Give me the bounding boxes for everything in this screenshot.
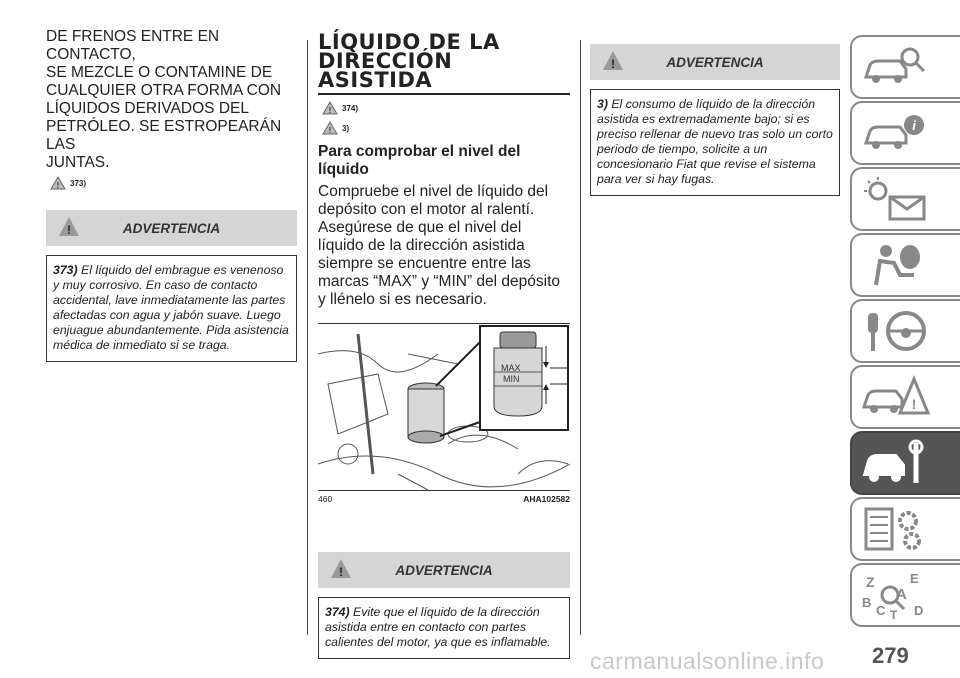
title-line: ASISTIDA [318, 68, 433, 92]
warning-triangle-icon [322, 101, 338, 115]
index-letter: C [876, 603, 886, 618]
figure-caption [318, 494, 570, 504]
index-letter: D [914, 603, 924, 618]
tab-instrument-panel[interactable] [850, 101, 960, 165]
reference-label: 373) [70, 178, 87, 188]
tab-starting-driving[interactable] [850, 299, 960, 363]
airbag-seat-icon [860, 241, 930, 289]
car-search-icon [860, 43, 930, 91]
warning-title: ADVERTENCIA [122, 220, 221, 236]
watermark: carmanualsonline.info [590, 648, 825, 674]
reference-3[interactable] [322, 121, 570, 135]
svg-text:!: ! [328, 126, 332, 135]
warning-triangle-icon [330, 558, 352, 580]
warning-text: El líquido del embrague es venenoso y muy corrosivo. En caso de contacto accidental, lave inmediatamente las partes afectadas con agua y jabón suave. Luego enjuague abundantemente. Pida asistencia médica de inmediato si se traga. [53, 263, 289, 352]
tab-emergency[interactable] [850, 365, 960, 429]
alphabet-index-icon [860, 571, 930, 619]
column-left [46, 0, 297, 362]
svg-text:!: ! [56, 181, 60, 190]
intro-line: JUNTAS. [46, 154, 110, 171]
warning-header [46, 210, 297, 246]
intro-line: LÍQUIDOS DERIVADOS DEL [46, 100, 249, 117]
index-letter: B [862, 595, 872, 610]
warning-body [46, 255, 297, 362]
warning-title: ADVERTENCIA [666, 54, 764, 70]
intro-line: SE MEZCLE O CONTAMINE DE [46, 64, 273, 81]
intro-line: PETRÓLEO. SE ESTROPEARÁN LAS [46, 118, 282, 153]
svg-text:!: ! [339, 565, 343, 579]
svg-text:!: ! [911, 396, 917, 412]
warning-triangle-icon [602, 50, 624, 72]
warning-title: ADVERTENCIA [395, 562, 493, 578]
warning-body [590, 89, 840, 196]
car-warning-icon [860, 373, 930, 421]
tab-getting-to-know[interactable] [850, 35, 960, 99]
reservoir-small [408, 383, 444, 443]
title-line: LÍQUIDO DE LA [318, 30, 500, 54]
reference-label: 3) [342, 123, 350, 133]
tab-servicing-maintenance[interactable] [850, 431, 960, 495]
svg-text:!: ! [67, 223, 71, 237]
column-right [590, 0, 840, 196]
warning-body [318, 597, 570, 659]
warning-374 [318, 552, 570, 659]
max-mark-label: MAX [501, 363, 521, 373]
warning-373 [46, 210, 297, 362]
intro-line: DE FRENOS ENTRE EN CONTACTO, [46, 28, 220, 63]
section-title [318, 30, 570, 95]
tab-warning-lights[interactable] [850, 167, 960, 231]
reservoir-figure [318, 323, 570, 491]
column-divider [580, 40, 581, 635]
warning-text: El consumo de líquido de la dirección asistida es extremadamente bajo; si es preciso rellenar de nuevo tras solo un corto periodo de tiempo, solicite a un concesionario Fiat que revise el sistema para ver si hay fugas. [597, 97, 833, 186]
svg-text:!: ! [328, 106, 332, 115]
figure-number: 460 [318, 494, 333, 504]
engine-bay-illustration [318, 324, 570, 490]
svg-text:!: ! [611, 57, 615, 71]
key-steering-icon [860, 307, 930, 355]
page-number: 279 [872, 643, 909, 668]
warning-3 [590, 44, 840, 196]
specs-gears-icon [860, 505, 930, 553]
column-divider [307, 40, 308, 635]
tab-safety[interactable] [850, 233, 960, 297]
min-mark-label: MIN [503, 374, 520, 384]
title-line: DIRECCIÓN [318, 49, 453, 73]
svg-text:i: i [912, 118, 916, 133]
index-letter: A [896, 586, 907, 603]
warning-lights-icon [860, 175, 930, 223]
column-middle [318, 0, 570, 659]
warning-triangle-icon [322, 121, 338, 135]
warning-ref: 373) [53, 263, 78, 277]
tab-index[interactable] [850, 563, 960, 627]
reference-373[interactable] [50, 176, 297, 190]
warning-ref: 374) [325, 605, 350, 619]
figure-code: AHA102582 [523, 494, 570, 504]
instructions-text: Compruebe el nivel de líquido del depósito con el motor al ralentí. Asegúrese de que el nivel del líquido de la dirección asistida siempre se encuentre entre las marcas “MAX” y “MIN” del depósito y llénelo si es necesario. [318, 183, 561, 308]
warning-triangle-icon [58, 216, 80, 238]
warning-header [318, 552, 570, 588]
intro-text [46, 28, 297, 172]
warning-header [590, 44, 840, 80]
warning-ref: 3) [597, 97, 608, 111]
index-letter: Z [866, 574, 875, 590]
subsection-title: Para comprobar el nivel del líquido [318, 143, 521, 178]
car-service-icon [860, 439, 930, 487]
index-letter: T [890, 608, 898, 619]
warning-triangle-icon [50, 176, 66, 190]
intro-line: CUALQUIER OTRA FORMA CON [46, 82, 282, 99]
reference-label: 374) [342, 103, 359, 113]
tab-technical-data[interactable] [850, 497, 960, 561]
index-letter: E [910, 571, 919, 586]
car-info-icon [860, 109, 930, 157]
warning-text: Evite que el líquido de la dirección asistida entre en contacto con partes calientes del motor, ya que es inflamable. [325, 605, 551, 649]
reference-374[interactable] [322, 101, 570, 115]
